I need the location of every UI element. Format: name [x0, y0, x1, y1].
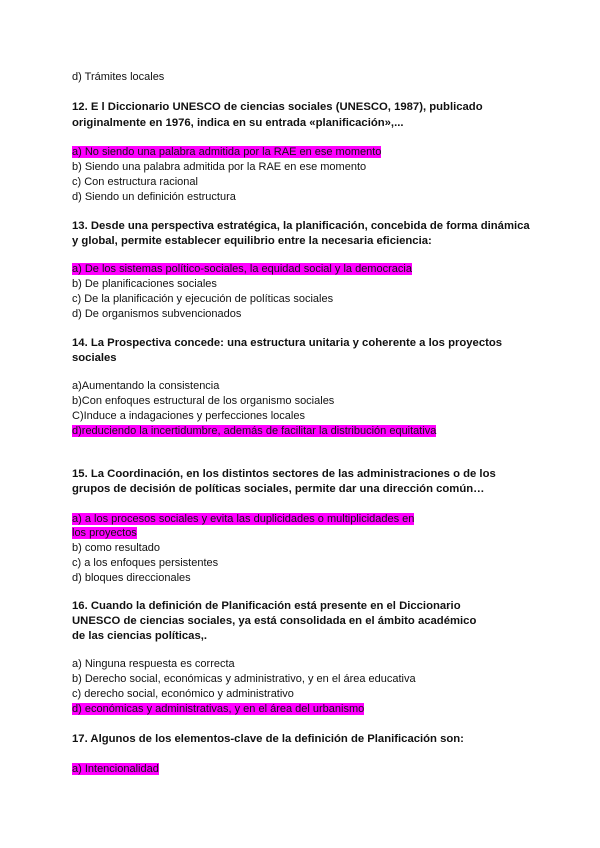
- question-text-line: [72, 732, 464, 746]
- answer-option-line: [72, 556, 218, 570]
- question-text-line: [72, 219, 530, 233]
- line-text: a)Aumentando la consistencia: [72, 380, 220, 392]
- line-text: y global, permite establecer equilibrio entre la necesaria eficiencia:: [72, 235, 432, 247]
- answer-option-line: [72, 175, 198, 189]
- line-text: originalmente en 1976, indica en su entrada «planificación»,...: [72, 117, 404, 129]
- answer-option-line: [72, 672, 416, 686]
- answer-option-line: [72, 394, 334, 408]
- line-text: c) derecho social, económico y administrativo: [72, 688, 294, 700]
- line-text: b)Con enfoques estructural de los organismo sociales: [72, 395, 335, 407]
- line-text: 17. Algunos de los elementos-clave de la definición de Planificación son:: [72, 733, 464, 745]
- answer-option-line: [72, 657, 235, 671]
- highlighted-answer: a) a los procesos sociales y evita las duplicidades o multiplicidades en: [72, 513, 415, 525]
- answer-option-line: [72, 190, 236, 204]
- answer-option-line: [72, 526, 137, 540]
- line-text: 15. La Coordinación, en los distintos sectores de las administraciones o de los: [72, 468, 496, 480]
- question-text-line: [72, 116, 403, 130]
- question-text-line: [72, 336, 502, 350]
- answer-option-line: [72, 687, 294, 701]
- question-text-line: [72, 482, 484, 496]
- line-text: 14. La Prospectiva concede: una estructura unitaria y coherente a los proyectos: [72, 337, 503, 349]
- line-text: b) De planificaciones sociales: [72, 278, 217, 290]
- question-text-line: [72, 100, 483, 114]
- line-text: 13. Desde una perspectiva estratégica, la planificación, concebida de forma dinámica: [72, 220, 530, 232]
- line-text: a) Ninguna respuesta es correcta: [72, 658, 235, 670]
- line-text: 12. E l Diccionario UNESCO de ciencias sociales (UNESCO, 1987), publicado: [72, 101, 483, 113]
- line-text: 16. Cuando la definición de Planificación está presente en el Diccionario: [72, 600, 461, 612]
- highlighted-answer: a) Intencionalidad: [72, 763, 159, 775]
- highlighted-answer: d)reduciendo la incertidumbre, además de facilitar la distribución equitativa: [72, 425, 437, 437]
- answer-option-line: [72, 512, 414, 526]
- line-text: c) De la planificación y ejecución de políticas sociales: [72, 293, 334, 305]
- line-text: b) Siendo una palabra admitida por la RAE en ese momento: [72, 161, 367, 173]
- line-text: c) Con estructura racional: [72, 176, 198, 188]
- line-text: UNESCO de ciencias sociales, ya está consolidada en el ámbito académico: [72, 615, 477, 627]
- question-text-line: [72, 234, 432, 248]
- line-text: d) Siendo un definición estructura: [72, 191, 236, 203]
- answer-option-line: [72, 571, 191, 585]
- highlighted-answer: a) No siendo una palabra admitida por la RAE en ese momento: [72, 146, 382, 158]
- answer-option-line: [72, 292, 333, 306]
- answer-option-line: [72, 70, 164, 84]
- line-text: b) Derecho social, económicas y administrativo, y en el área educativa: [72, 673, 416, 685]
- line-text: grupos de decisión de políticas sociales, permite dar una dirección común…: [72, 483, 485, 495]
- answer-option-line: [72, 379, 219, 393]
- line-text: b) como resultado: [72, 542, 161, 554]
- answer-option-line: [72, 424, 436, 438]
- line-text: c) a los enfoques persistentes: [72, 557, 219, 569]
- answer-option-line: [72, 762, 159, 776]
- highlighted-answer: los proyectos: [72, 527, 137, 539]
- question-text-line: [72, 351, 117, 365]
- answer-option-line: [72, 307, 241, 321]
- question-text-line: [72, 614, 476, 628]
- highlighted-answer: d) económicas y administrativas, y en el área del urbanismo: [72, 703, 365, 715]
- question-text-line: [72, 467, 496, 481]
- line-text: d) Trámites locales: [72, 71, 165, 83]
- answer-option-line: [72, 262, 412, 276]
- line-text: d) De organismos subvencionados: [72, 308, 242, 320]
- line-text: sociales: [72, 352, 117, 364]
- line-text: de las ciencias políticas,.: [72, 630, 208, 642]
- answer-option-line: [72, 277, 217, 291]
- question-text-line: [72, 629, 207, 643]
- answer-option-line: [72, 702, 364, 716]
- question-text-line: [72, 599, 461, 613]
- answer-option-line: [72, 409, 305, 423]
- highlighted-answer: a) De los sistemas político-sociales, la equidad social y la democracia: [72, 263, 412, 275]
- line-text: d) bloques direccionales: [72, 572, 191, 584]
- answer-option-line: [72, 160, 366, 174]
- line-text: C)Induce a indagaciones y perfecciones locales: [72, 410, 305, 422]
- answer-option-line: [72, 145, 381, 159]
- answer-option-line: [72, 541, 160, 555]
